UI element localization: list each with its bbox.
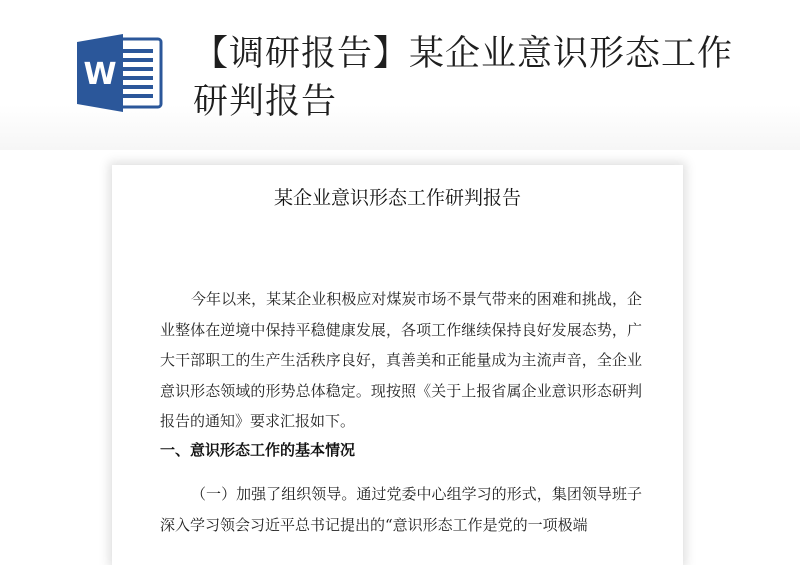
word-icon-letter: W — [83, 57, 117, 92]
document-page — [112, 165, 683, 565]
section-paragraph: （一）加强了组织领导。通过党委中心组学习的形式，集团领导班子深入学习领会习近平总书记提出的“意识形态工作是党的一项极端 — [160, 485, 642, 534]
document-title: 某企业意识形态工作研判报告 — [273, 187, 521, 209]
section-heading: 一、意识形态工作的基本情况 — [160, 441, 356, 459]
word-document-icon — [77, 33, 163, 113]
header-banner — [0, 0, 800, 150]
intro-paragraph: 今年以来，某某企业积极应对煤炭市场不景气带来的困难和挑战，企业整体在逆境中保持平稳健康发展，各项工作继续保持良好发展态势，广大干部职工的生产生活秩序良好，真善美和正能量成为主流声音，全企业意识形态领域的形势总体稳定。现按照《关于上报省属企业意识形态研判报告的通知》要求汇报如下。 — [160, 290, 642, 431]
document-file-title: 【调研报告】某企业意识形态工作研判报告 — [193, 34, 734, 122]
